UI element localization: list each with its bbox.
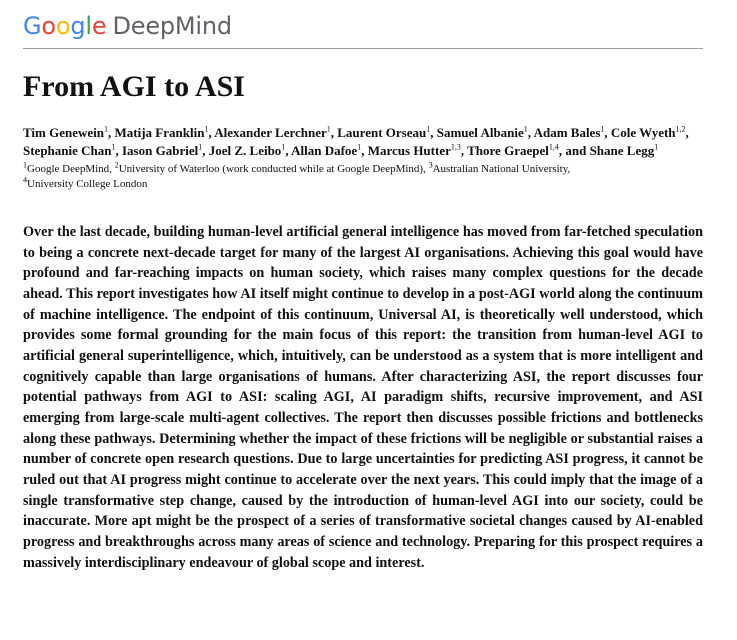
- author-name: Adam Bales$^1$: [533, 124, 605, 140]
- author-name: Tim Genewein$^1$: [23, 124, 109, 140]
- author-name: Allan Dafoe$^1$: [291, 142, 362, 158]
- affiliation: $^1$Google DeepMind: [23, 160, 110, 175]
- logo-letter: o: [55, 12, 71, 40]
- author-name: Matija Franklin$^1$: [114, 124, 209, 140]
- author-affiliation-mark: 1: [111, 142, 116, 152]
- logo-deepmind-text: DeepMind: [112, 12, 232, 40]
- author-affiliation-mark: 1: [204, 124, 209, 134]
- affiliation: $^2$University of Waterloo (work conducted while at Google DeepMind): [114, 160, 424, 175]
- author-name: Cole Wyeth$^{1,2}$: [610, 124, 686, 140]
- author-name: Joel Z. Leibo$^1$: [208, 142, 286, 158]
- author-affiliation-mark: 1: [426, 124, 431, 134]
- author-name: Stephanie Chan$^1$: [23, 142, 116, 158]
- paper-title: From AGI to ASI: [23, 70, 245, 103]
- author-name: Samuel Albanie$^1$: [436, 124, 528, 140]
- author-list: Tim Genewein$^1$, Matija Franklin$^1$, Alexander Lerchner$^1$, Laurent Orseau$^1$, Samuel Albanie$^1$, Adam Bales$^1$, Cole Wyeth$^{1,2}$, Stephanie Chan$^1$, Iason Gabriel$^1$, Joel Z. Leibo$^1$, Allan Dafoe$^1$, Marcus Hutter$^{1,3}$, Thore Graepel$^{1,4}$, and Shane Legg$^1$: [23, 124, 689, 158]
- author-name: Iason Gabriel$^1$: [122, 142, 203, 158]
- author-name: Alexander Lerchner$^1$: [214, 124, 331, 140]
- author-name: Thore Graepel$^{1,4}$: [467, 142, 559, 158]
- author-affiliation-mark: 1: [523, 124, 528, 134]
- affiliation-list: $^1$Google DeepMind, $^2$University of Waterloo (work conducted while at Google DeepMind), $^3$Australian National University, $^4$University College London: [23, 160, 571, 190]
- google-deepmind-logo: [23, 8, 703, 44]
- affiliation-mark: 1: [23, 160, 27, 170]
- author-affiliation-mark: 1,4: [548, 142, 559, 152]
- author-affiliation-mark: 1: [357, 142, 362, 152]
- author-affiliation-mark: 1: [198, 142, 203, 152]
- author-name: Laurent Orseau$^1$: [337, 124, 431, 140]
- paper-page: [23, 8, 703, 573]
- author-affiliation-mark: 1: [654, 142, 659, 152]
- author-and: and: [565, 143, 590, 158]
- affiliation-mark: 2: [114, 160, 119, 170]
- header-rule: [23, 48, 703, 49]
- author-affiliation-mark: 1: [600, 124, 605, 134]
- logo-letter: l: [85, 12, 92, 40]
- author-name: Shane Legg$^1$: [589, 142, 659, 158]
- author-affiliation-mark: 1: [104, 124, 109, 134]
- affiliation: $^3$Australian National University: [428, 160, 568, 175]
- affiliation-mark: 4: [23, 175, 27, 185]
- logo-letter: e: [91, 12, 107, 40]
- author-affiliation-mark: 1: [281, 142, 286, 152]
- author-affiliation-mark: 1,3: [450, 142, 461, 152]
- logo-letter: G: [23, 12, 42, 40]
- author-name: Marcus Hutter$^{1,3}$: [367, 142, 461, 158]
- logo-letter: g: [70, 12, 86, 40]
- affiliation-mark: 3: [428, 160, 433, 170]
- affiliation: $^4$University College London: [23, 175, 148, 190]
- logo-letter: o: [41, 12, 56, 40]
- author-affiliation-mark: 1,2: [675, 124, 686, 134]
- author-affiliation-mark: 1: [326, 124, 331, 134]
- abstract: Over the last decade, building human-level artificial general intelligence has moved from far-fetched speculation to being a concrete next-decade target for many of the largest AI organisations. Achieving this goal would have profound and far-reaching impacts on human society, which raises many complex questions for the decade ahead. This report investigates how AI itself might continue to develop in a post-AGI world along the continuum of machine intelligence. The endpoint of this continuum, Universal AI, is theoretically well understood, which provides some formal grounding for the main focus of this report: the transition from human-level AGI to artificial general superintelligence, which, intuitively, can be understood as a system that is more intelligent and cognitively capable than large organisations of humans. After characterizing ASI, the report discusses four potential pathways from AGI to ASI: scaling AGI, AI paradigm shifts, recursive improvement, and ASI emerging from large-scale multi-agent collectives. The report then discusses possible frictions and bottlenecks along these pathways. Determining whether the impact of these frictions will be negligible or substantial raises a number of concrete open research questions. Due to large uncertainties for predicting ASI progress, it cannot be ruled out that AI progress might continue to accelerate over the next years. This could imply that the image of a single transformative step change, caused by the introduction of human-level AGI into our society, could be inaccurate. More apt might be the prospect of a series of transformative societal changes caused by AI-enabled progress and breakthroughs across many areas of science and technology. Preparing for this prospect requires a massively interdisciplinary endeavour of global scope and interest.: [23, 224, 703, 571]
